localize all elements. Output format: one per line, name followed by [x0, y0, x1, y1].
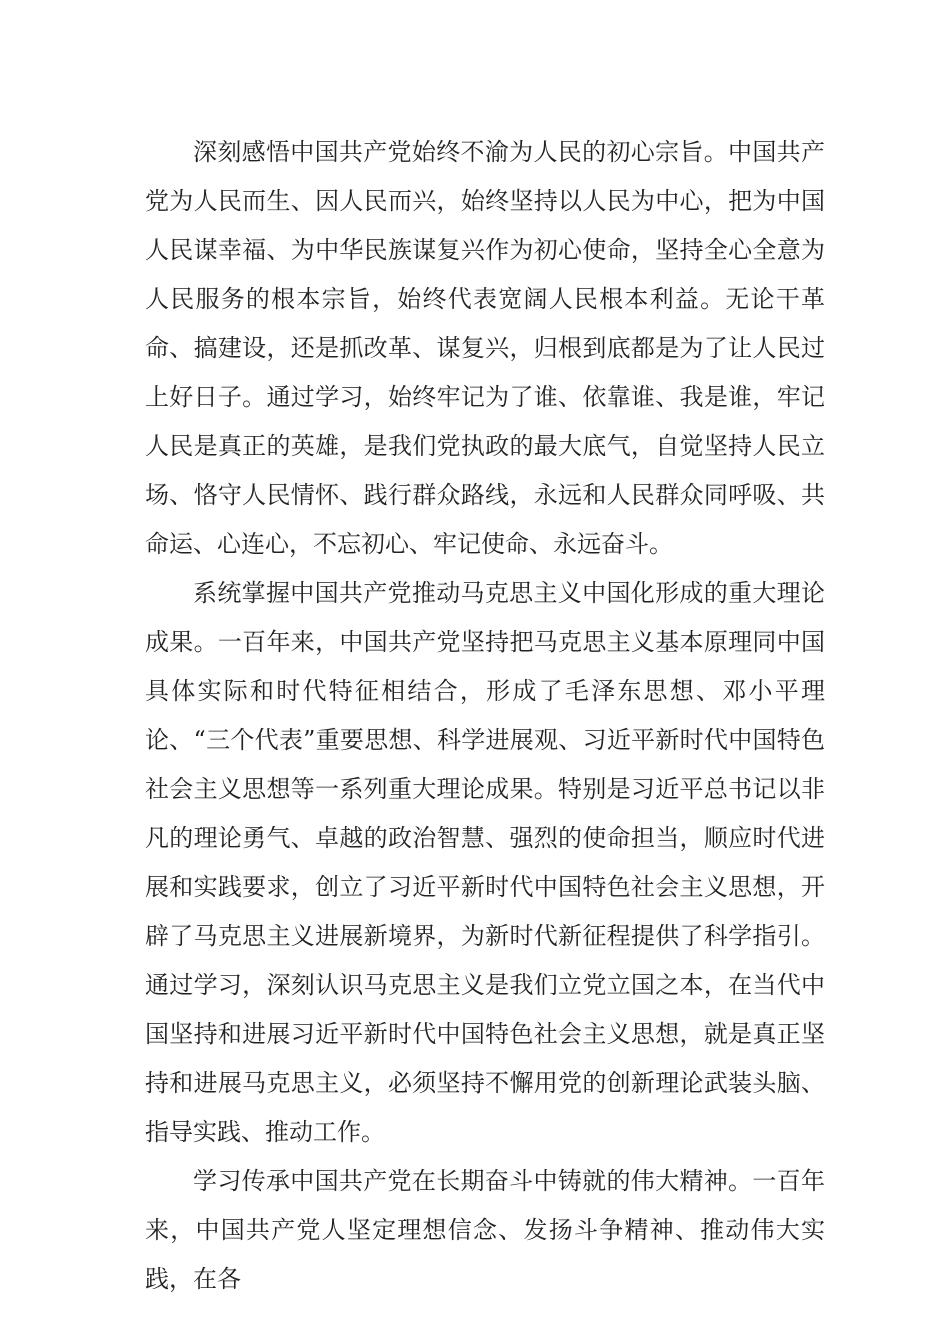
paragraph-theoretical-achievements: 系统掌握中国共产党推动马克思主义中国化形成的重大理论成果。一百年来，中国共产党坚持把马克思主义基本原理同中国具体实际和时代特征相结合，形成了毛泽东思想、邓小平理论、“三个代表”重要思想、科学进展观、习近平新时代中国特色社会主义思想等一系列重大理论成果。特别是习近平总书记以非凡的理论勇气、卓越的政治智慧、强烈的使命担当，顺应时代进展和实践要求，创立了习近平新时代中国特色社会主义思想，开辟了马克思主义进展新境界，为新时代新征程提供了科学指引。通过学习，深刻认识马克思主义是我们立党立国之本，在当代中国坚持和进展习近平新时代中国特色社会主义思想，就是真正坚持和进展马克思主义，必须坚持不懈用党的创新理论武装头脑、指导实践、推动工作。 [145, 579, 825, 1146]
paragraph-people-centered: 深刻感悟中国共产党始终不渝为人民的初心宗旨。中国共产党为人民而生、因人民而兴，始终坚持以人民为中心，把为中国人民谋幸福、为中华民族谋复兴作为初心使命，坚持全心全意为人民服务的根本宗旨，始终代表宽阔人民根本利益。无论干革命、搞建设，还是抓改革、谋复兴，归根到底都是为了让人民过上好日子。通过学习，始终牢记为了谁、依靠谁、我是谁，牢记人民是真正的英雄，是我们党执政的最大底气，自觉坚持人民立场、恪守人民情怀、践行群众路线，永远和人民群众同呼吸、共命运、心连心，不忘初心、牢记使命、永远奋斗。 [145, 138, 825, 558]
paragraph-great-spirit: 学习传承中国共产党在长期奋斗中铸就的伟大精神。一百年来，中国共产党人坚定理想信念、发扬斗争精神、推动伟大实践，在各 [145, 1167, 825, 1293]
document-body [145, 128, 825, 1304]
